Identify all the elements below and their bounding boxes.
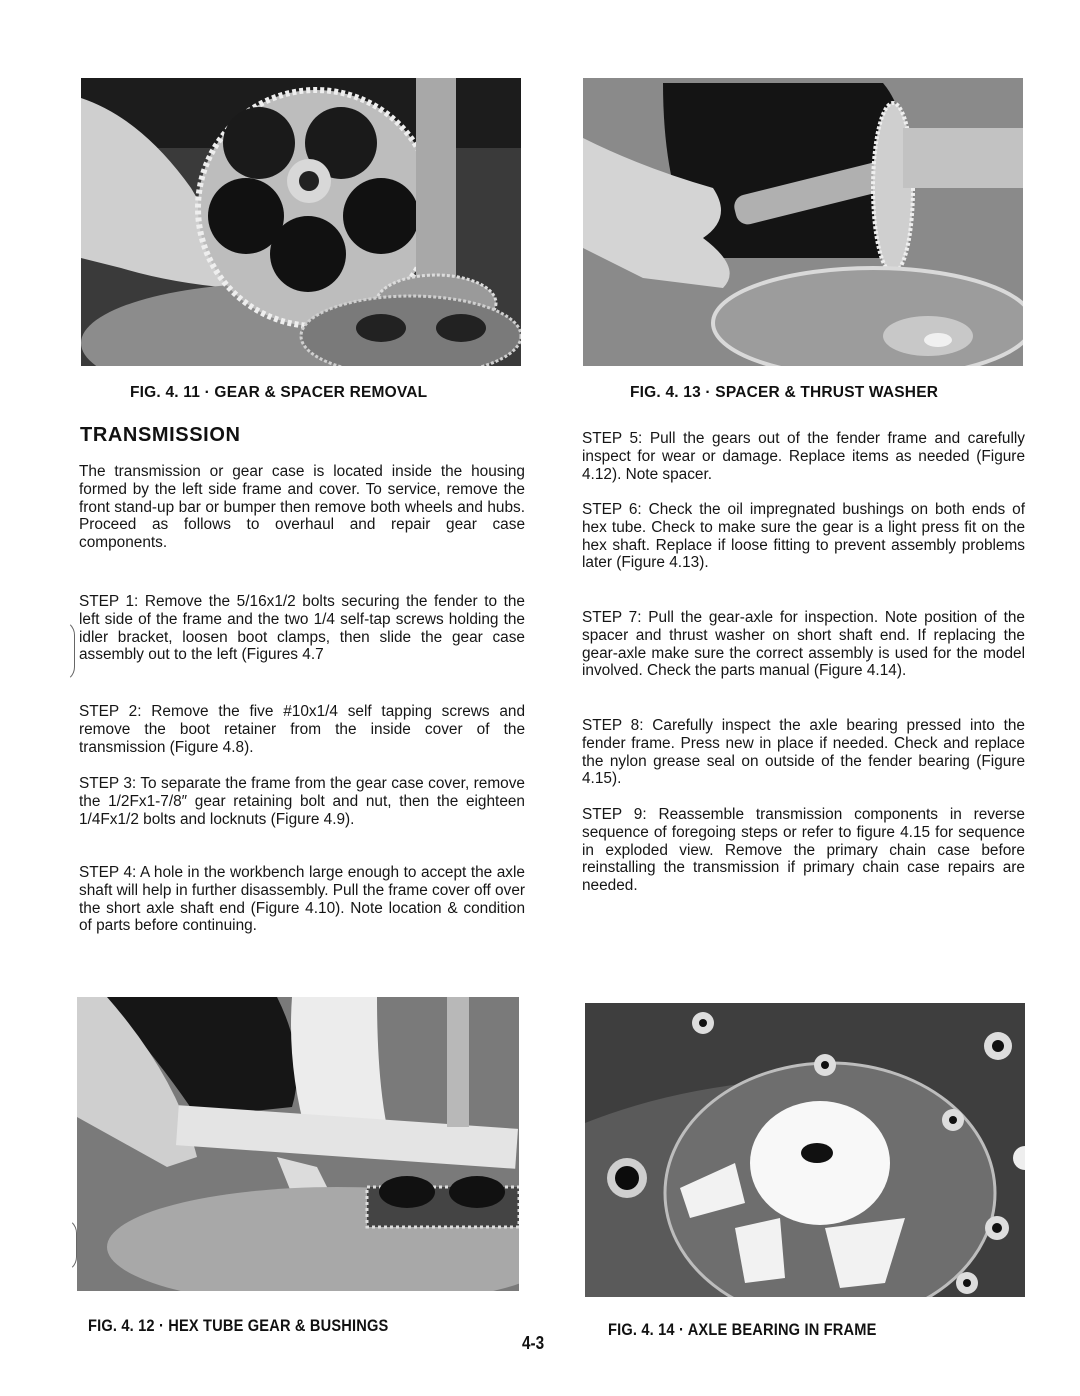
step-8-paragraph: STEP 8: Carefully inspect the axle bearing pressed into the fender frame. Press new in place if needed. Check and replace the nylon grease seal on outside of the fender bearing (Figure 4.15). bbox=[582, 717, 1025, 788]
spacer-photo-illustration bbox=[583, 78, 1023, 366]
section-heading: TRANSMISSION bbox=[80, 424, 241, 446]
intro-paragraph: The transmission or gear case is located inside the housing formed by the left side frame and cover. To service, remove the front stand-up bar or bumper then remove both wheels and hubs. Proceed as follows to overhaul and repair gear case components. bbox=[79, 463, 525, 552]
gear-photo-illustration bbox=[81, 78, 521, 366]
figure-4-12-photo bbox=[77, 997, 519, 1291]
figure-4-12-caption: FIG. 4. 12 · HEX TUBE GEAR & BUSHINGS bbox=[88, 1316, 389, 1335]
step-1-paragraph: STEP 1: Remove the 5/16x1/2 bolts securing the fender to the left side of the frame and the two 1/4 self-tap screws holding the idler bracket, loosen boot clamps, then slide the gear case assembly out to the left (Figures 4.7 bbox=[79, 593, 525, 664]
step-9-paragraph: STEP 9: Reassemble transmission components in reverse sequence of foregoing steps or refer to figure 4.15 for sequence in exploded view. Remove the primary chain case before reinstalling the transmission if primary chain case repairs are needed. bbox=[582, 806, 1025, 895]
figure-4-13-caption: FIG. 4. 13 · SPACER & THRUST WASHER bbox=[630, 384, 939, 401]
figure-4-11-photo bbox=[81, 78, 521, 366]
step-3-paragraph: STEP 3: To separate the frame from the gear case cover, remove the 1/2Fx1-7/8″ gear retaining bolt and nut, then the eighteen 1/4Fx1/2 bolts and locknuts (Figure 4.9). bbox=[79, 775, 525, 828]
margin-binding-mark bbox=[60, 620, 75, 682]
figure-4-14-caption: FIG. 4. 14 · AXLE BEARING IN FRAME bbox=[608, 1320, 877, 1339]
figure-4-14-photo bbox=[585, 1003, 1025, 1297]
step-6-paragraph: STEP 6: Check the oil impregnated bushings on both ends of hex tube. Check to make sure the gear is a light press fit on the hex shaft. Replace if loose fitting to prevent assembly problems later (Figure 4.13). bbox=[582, 501, 1025, 572]
step-2-paragraph: STEP 2: Remove the five #10x1/4 self tapping screws and remove the boot retainer from the inside cover of the transmission (Figure 4.8). bbox=[79, 703, 525, 756]
page-number: 4-3 bbox=[522, 1333, 545, 1353]
step-5-paragraph: STEP 5: Pull the gears out of the fender frame and carefully inspect for wear or damage. Replace items as needed (Figure 4.12). Note spacer. bbox=[582, 430, 1025, 483]
axle-bearing-photo-illustration bbox=[585, 1003, 1025, 1297]
margin-binding-mark bbox=[62, 1218, 77, 1272]
figure-4-11-caption: FIG. 4. 11 · GEAR & SPACER REMOVAL bbox=[130, 384, 428, 401]
step-4-paragraph: STEP 4: A hole in the workbench large enough to accept the axle shaft will help in further disassembly. Pull the frame cover off over the short axle shaft end (Figure 4.10). Note location & condition of parts before continuing. bbox=[79, 864, 525, 935]
hex-tube-photo-illustration bbox=[77, 997, 519, 1291]
step-7-paragraph: STEP 7: Pull the gear-axle for inspection. Note position of the spacer and thrust washer on short shaft end. If replacing the gear-axle make sure the correct assembly is used for the model involved. Check the parts manual (Figure 4.14). bbox=[582, 609, 1025, 680]
figure-4-13-photo bbox=[583, 78, 1023, 366]
